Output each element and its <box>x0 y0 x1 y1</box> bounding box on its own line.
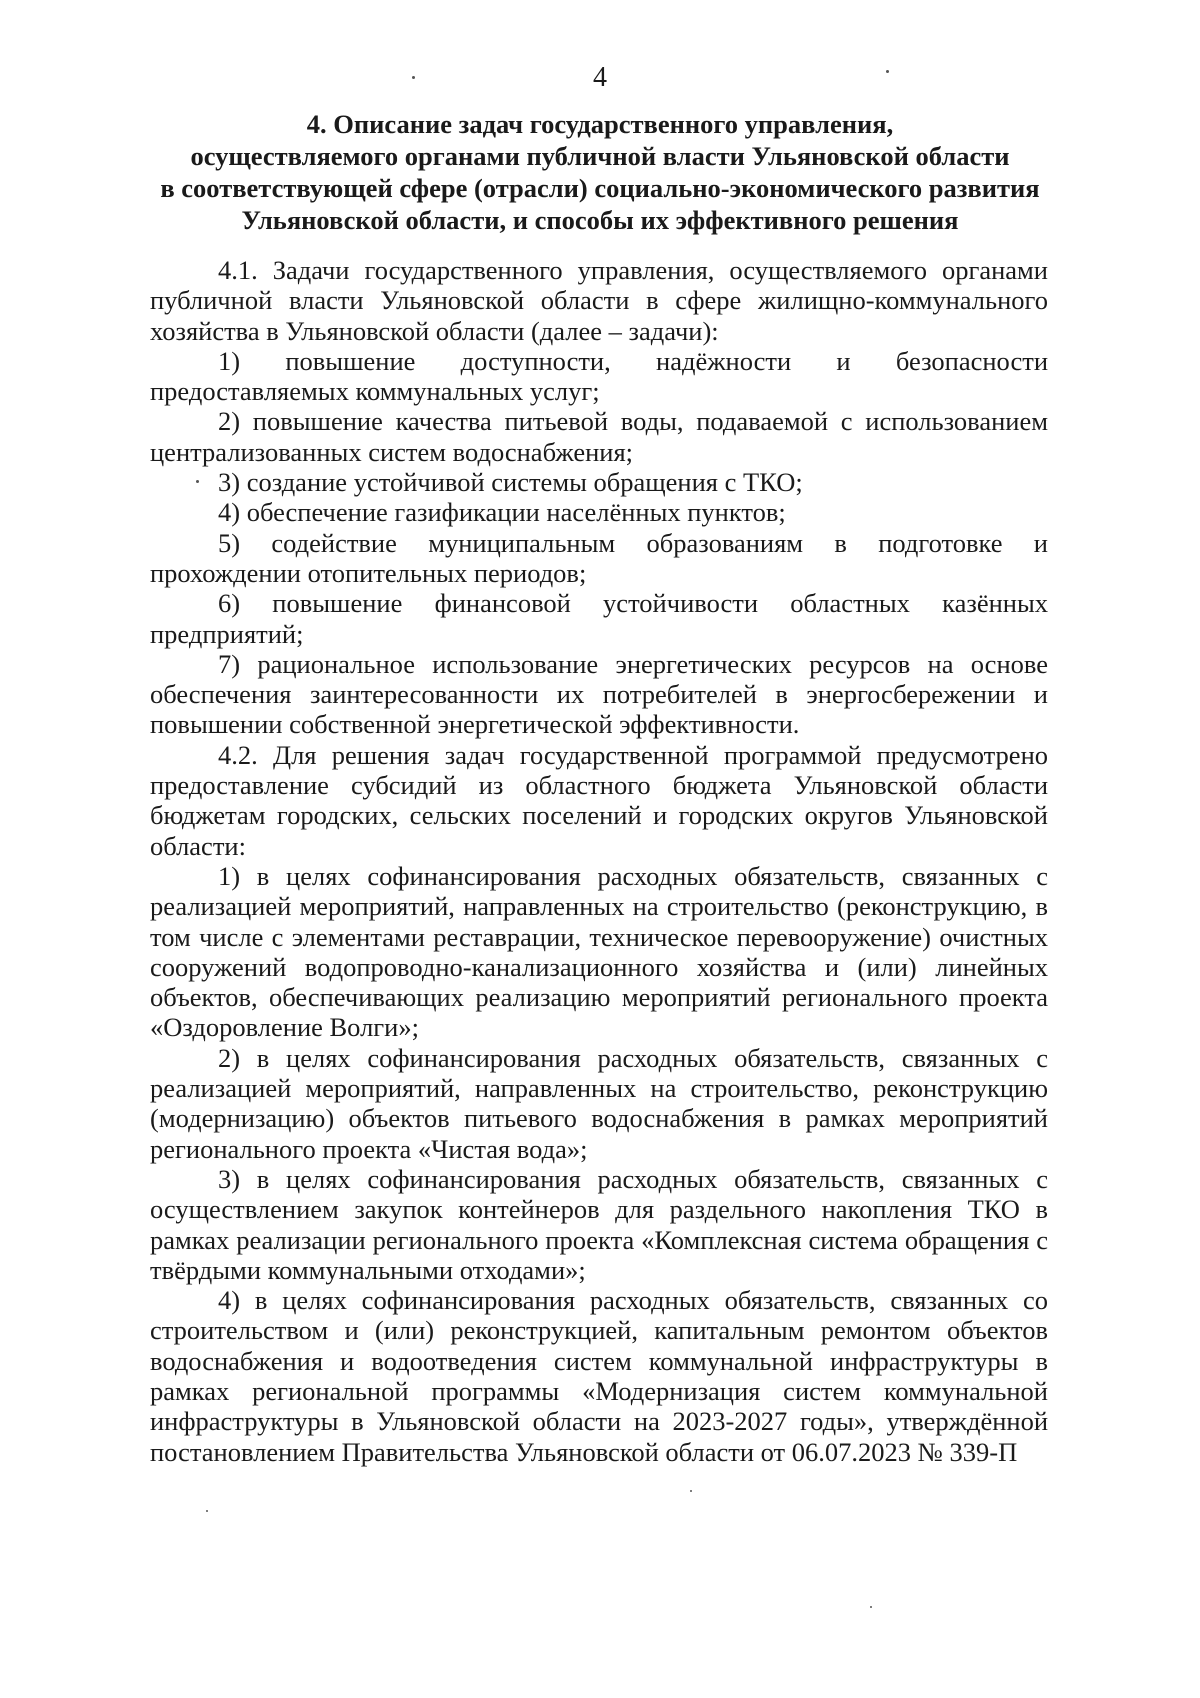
heading-line: осуществляемого органами публичной власти Ульяновской области <box>190 141 1010 171</box>
heading-line: Ульяновской области, и способы их эффективного решения <box>241 205 959 235</box>
section-heading <box>150 108 1050 236</box>
paragraph-4-1: 4.1. Задачи государственного управления, осуществляемого органами публичной власти Ульяновской области в сфере жилищно-коммунального хозяйства в Ульяновской области (далее – задачи): <box>150 255 1048 346</box>
list-item: 3) в целях софинансирования расходных обязательств, связанных с осуществлением закупок контейнеров для раздельного накопления ТКО в рамках реализации регионального проекта «Комплексная система обращения с твёрдыми коммунальными отходами»; <box>150 1163 1048 1285</box>
paragraph-4-2: 4.2. Для решения задач государственной программой предусмотрено предоставление субсидий из областного бюджета Ульяновской области бюджетам городских, сельских поселений и городских округов Ульяновской области: <box>150 739 1048 861</box>
list-item: 4) обеспечение газификации населённых пунктов; <box>218 497 786 528</box>
list-item: 2) повышение качества питьевой воды, подаваемой с использованием централизованных систем водоснабжения; <box>150 406 1048 467</box>
document-body <box>150 255 1048 1467</box>
list-item: 5) содействие муниципальным образованиям в подготовке и прохождении отопительных периодов; <box>150 527 1048 588</box>
list-item: 4) в целях софинансирования расходных обязательств, связанных со строительством и (или) реконструкцией, капитальным ремонтом объектов водоснабжения и водоотведения систем коммунальной инфраструктуры в рамках региональной программы «Модернизация систем коммунальной инфраструктуры в Ульяновской области на 2023-2027 годы», утверждённой постановлением Правительства Ульяновской области от 06.07.2023 № 339-П <box>150 1285 1048 1467</box>
list-item: 1) в целях софинансирования расходных обязательств, связанных с реализацией мероприятий, направленных на строительство (реконструкцию, в том числе с элементами реставрации, техническое перевооружение) очистных сооружений водопроводно-канализационного хозяйства и (или) линейных объектов, обеспечивающих реализацию мероприятий регионального проекта «Оздоровление Волги»; <box>150 860 1048 1043</box>
list-item: 7) рациональное использование энергетических ресурсов на основе обеспечения заинтересованности их потребителей в энергосбережении и повышении собственной энергетической эффективности. <box>150 648 1048 740</box>
page-number: 4 <box>593 62 607 93</box>
list-item: 6) повышение финансовой устойчивости областных казённых предприятий; <box>150 588 1048 649</box>
heading-line: 4. Описание задач государственного управления, <box>306 109 894 139</box>
list-item: 3) создание устойчивой системы обращения с ТКО; <box>218 467 803 498</box>
list-item: 1) повышение доступности, надёжности и безопасности предоставляемых коммунальных услуг; <box>150 345 1048 407</box>
heading-line: в соответствующей сфере (отрасли) социально-экономического развития <box>160 173 1040 203</box>
list-item: 2) в целях софинансирования расходных обязательств, связанных с реализацией мероприятий, направленных на строительство, реконструкцию (модернизацию) объектов питьевого водоснабжения в рамках мероприятий регионального проекта «Чистая вода»; <box>150 1042 1048 1164</box>
